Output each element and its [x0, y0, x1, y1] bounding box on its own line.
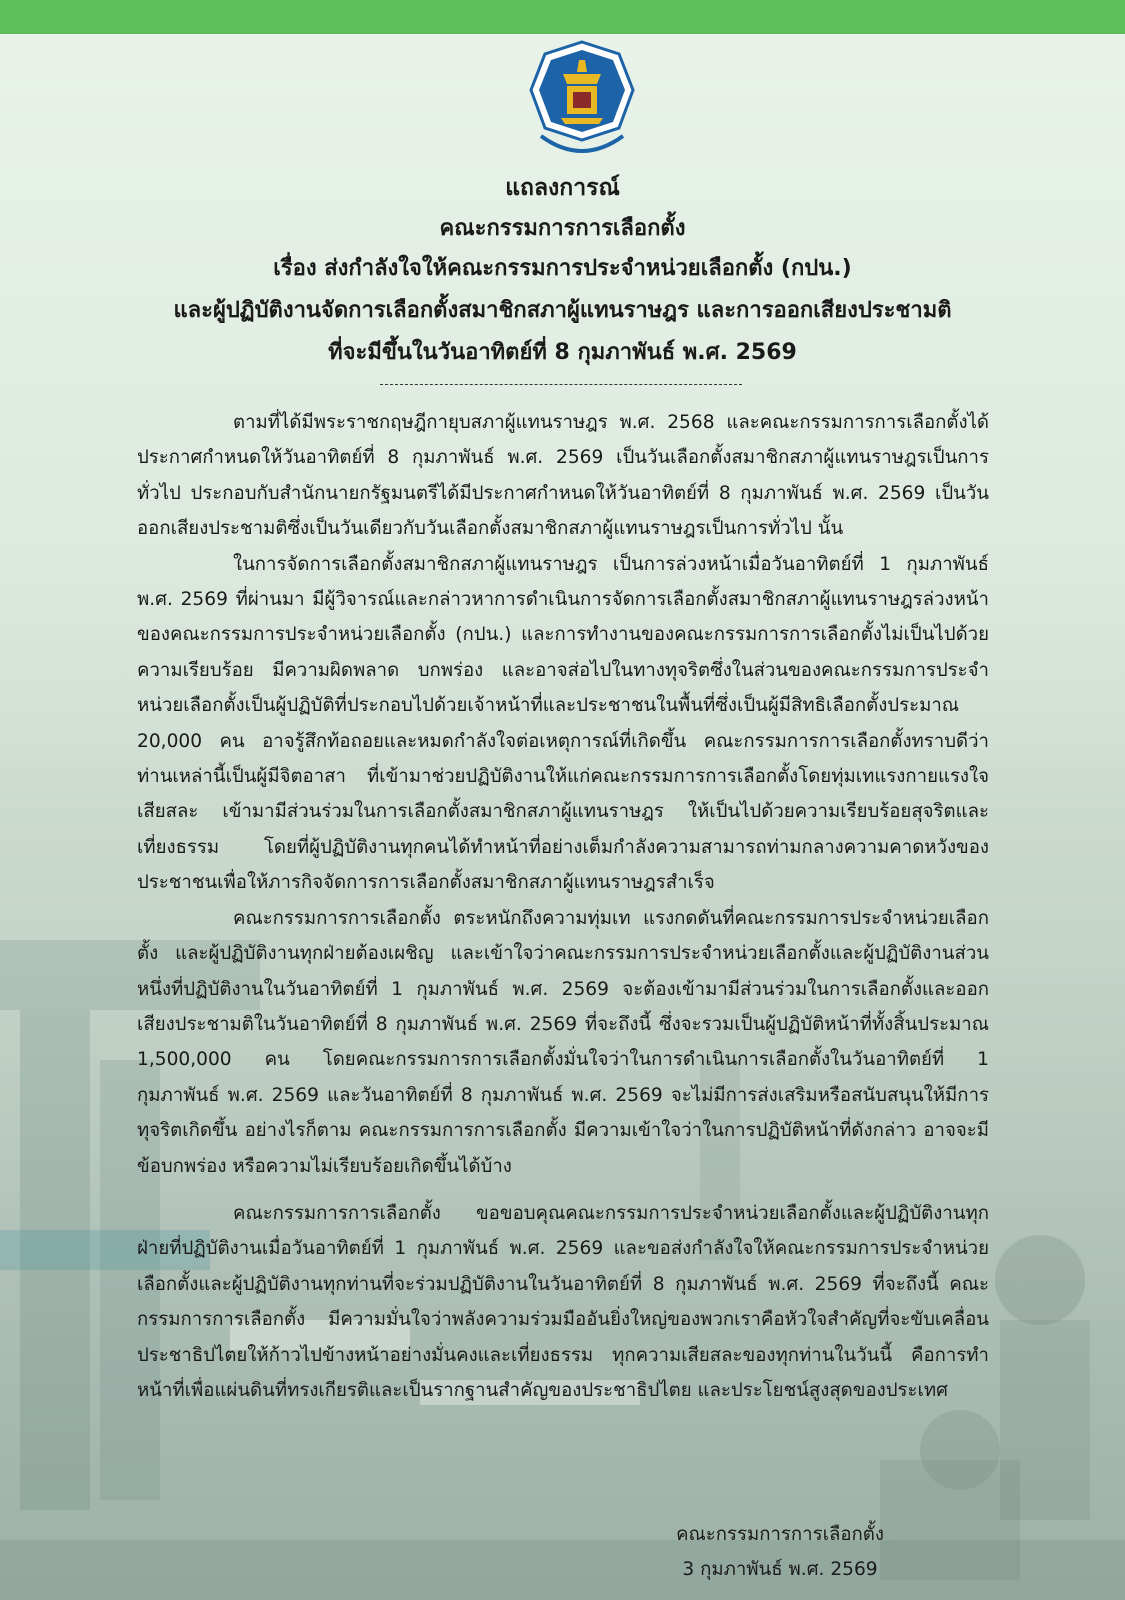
subject-line-2: และผู้ปฏิบัติงานจัดการเลือกตั้งสมาชิกสภาผู้แทนราษฎร และการออกเสียงประชามติ	[173, 298, 952, 323]
paragraph-2: ในการจัดการเลือกตั้งสมาชิกสภาผู้แทนราษฎร เป็นการล่วงหน้าเมื่อวันอาทิตย์ที่ 1 กุมภาพันธ์ พ.ศ. 2569 ที่ผ่านมา มีผู้วิจารณ์และกล่าวหาการดำเนินการจัดการเลือกตั้งสมาชิกสภาผู้แทนราษฎรล่วงหน้าของคณะกรรมการประจำหน่วยเลือกตั้ง (กปน.) และการทำงานของคณะกรรมการการเลือกตั้งไม่เป็นไปด้วยความเรียบร้อย มีความผิดพลาด บกพร่อง และอาจส่อไปในทางทุจริตซึ่งในส่วนของคณะกรรมการประจำหน่วยเลือกตั้งเป็นผู้ปฏิบัติที่ประกอบไปด้วยเจ้าหน้าที่และประชาชนในพื้นที่ซึ่งเป็นผู้มีสิทธิเลือกตั้งประมาณ 20,000 คน อาจรู้สึกท้อถอยและหมดกำลังใจต่อเหตุการณ์ที่เกิดขึ้น คณะกรรมการการเลือกตั้งทราบดีว่าท่านเหล่านี้เป็นผู้มีจิตอาสา ที่เข้ามาช่วยปฏิบัติงานให้แก่คณะกรรมการการเลือกตั้งโดยทุ่มเทแรงกายแรงใจ เสียสละ เข้ามามีส่วนร่วมในการเลือกตั้งสมาชิกสภาผู้แทนราษฎร ให้เป็นไปด้วยความเรียบร้อยสุจริตและเที่ยงธรรม โดยที่ผู้ปฏิบัติงานทุกคนได้ทำหน้าที่อย่างเต็มกำลังความสามารถท่ามกลางความคาดหวังของประชาชนเพื่อให้ภารกิจจัดการการเลือกตั้งสมาชิกสภาผู้แทนราษฎรสำเร็จ	[137, 553, 989, 894]
issuing-organization: คณะกรรมการการเลือกตั้ง	[439, 216, 686, 241]
paragraph-gap	[137, 1184, 989, 1196]
paragraph-1: ตามที่ได้มีพระราชกฤษฎีกายุบสภาผู้แทนราษฎร พ.ศ. 2568 และคณะกรรมการการเลือกตั้งได้ประกาศกำหนดให้วันอาทิตย์ที่ 8 กุมภาพันธ์ พ.ศ. 2569 เป็นวันเลือกตั้งสมาชิกสภาผู้แทนราษฎรเป็นการทั่วไป ประกอบกับสำนักนายกรัฐมนตรีได้มีประกาศกำหนดให้วันอาทิตย์ที่ 8 กุมภาพันธ์ พ.ศ. 2569 เป็นวันออกเสียงประชามติซึ่งเป็นวันเดียวกับวันเลือกตั้งสมาชิกสภาผู้แทนราษฎรเป็นการทั่วไป นั้น	[137, 412, 989, 540]
top-accent-bar	[0, 0, 1125, 34]
statement-body	[137, 405, 989, 1408]
signature-org: คณะกรรมการการเลือกตั้ง	[676, 1524, 884, 1545]
election-commission-seal-icon	[527, 40, 637, 158]
paragraph-4: คณะกรรมการการเลือกตั้ง ขอขอบคุณคณะกรรมการประจำหน่วยเลือกตั้งและผู้ปฏิบัติงานทุกฝ่ายที่ปฏิบัติงานเมื่อวันอาทิตย์ที่ 1 กุมภาพันธ์ พ.ศ. 2569 และขอส่งกำลังใจให้คณะกรรมการประจำหน่วยเลือกตั้งและผู้ปฏิบัติงานทุกท่านที่จะร่วมปฏิบัติงานในวันอาทิตย์ที่ 8 กุมภาพันธ์ พ.ศ. 2569 ที่จะถึงนี้ คณะกรรมการการเลือกตั้ง มีความมั่นใจว่าพลังความร่วมมืออันยิ่งใหญ่ของพวกเราคือหัวใจสำคัญที่จะขับเคลื่อนประชาธิปไตยให้ก้าวไปข้างหน้าอย่างมั่นคงและเที่ยงธรรม ทุกความเสียสละของทุกท่านในวันนี้ คือการทำหน้าที่เพื่อแผ่นดินที่ทรงเกียรติและเป็นรากฐานสำคัญของประชาธิปไตย และประโยชน์สูงสุดของประเทศ	[137, 1202, 989, 1401]
subject-line-3: ที่จะมีขึ้นในวันอาทิตย์ที่ 8 กุมภาพันธ์ พ.ศ. 2569	[328, 340, 797, 365]
subject-line-1: เรื่อง ส่งกำลังใจให้คณะกรรมการประจำหน่วยเลือกตั้ง (กปน.)	[273, 256, 852, 281]
paragraph-3: คณะกรรมการการเลือกตั้ง ตระหนักถึงความทุ่มเท แรงกดดันที่คณะกรรมการประจำหน่วยเลือกตั้ง และผู้ปฏิบัติงานทุกฝ่ายต้องเผชิญ และเข้าใจว่าคณะกรรมการประจำหน่วยเลือกตั้งและผู้ปฏิบัติงานส่วนหนึ่งที่ปฏิบัติงานในวันอาทิตย์ที่ 1 กุมภาพันธ์ พ.ศ. 2569 จะต้องเข้ามามีส่วนร่วมในการเลือกตั้งและออกเสียงประชามติในวันอาทิตย์ที่ 8 กุมภาพันธ์ พ.ศ. 2569 ที่จะถึงนี้ ซึ่งจะรวมเป็นผู้ปฏิบัติหน้าที่ทั้งสิ้นประมาณ 1,500,000 คน โดยคณะกรรมการการเลือกตั้งมั่นใจว่าในการดำเนินการเลือกตั้งในวันอาทิตย์ที่ 1 กุมภาพันธ์ พ.ศ. 2569 และวันอาทิตย์ที่ 8 กุมภาพันธ์ พ.ศ. 2569 จะไม่มีการส่งเสริมหรือสนับสนุนให้มีการทุจริตเกิดขึ้น อย่างไรก็ตาม คณะกรรมการการเลือกตั้ง มีความเข้าใจว่าในการปฏิบัติหน้าที่ดังกล่าว อาจจะมีข้อบกพร่อง หรือความไม่เรียบร้อยเกิดขึ้นได้บ้าง	[137, 907, 989, 1177]
title-divider	[380, 384, 742, 385]
signature-date: 3 กุมภาพันธ์ พ.ศ. 2569	[682, 1559, 878, 1580]
signature-block	[610, 1517, 950, 1587]
statement-title: แถลงการณ์	[505, 175, 620, 201]
